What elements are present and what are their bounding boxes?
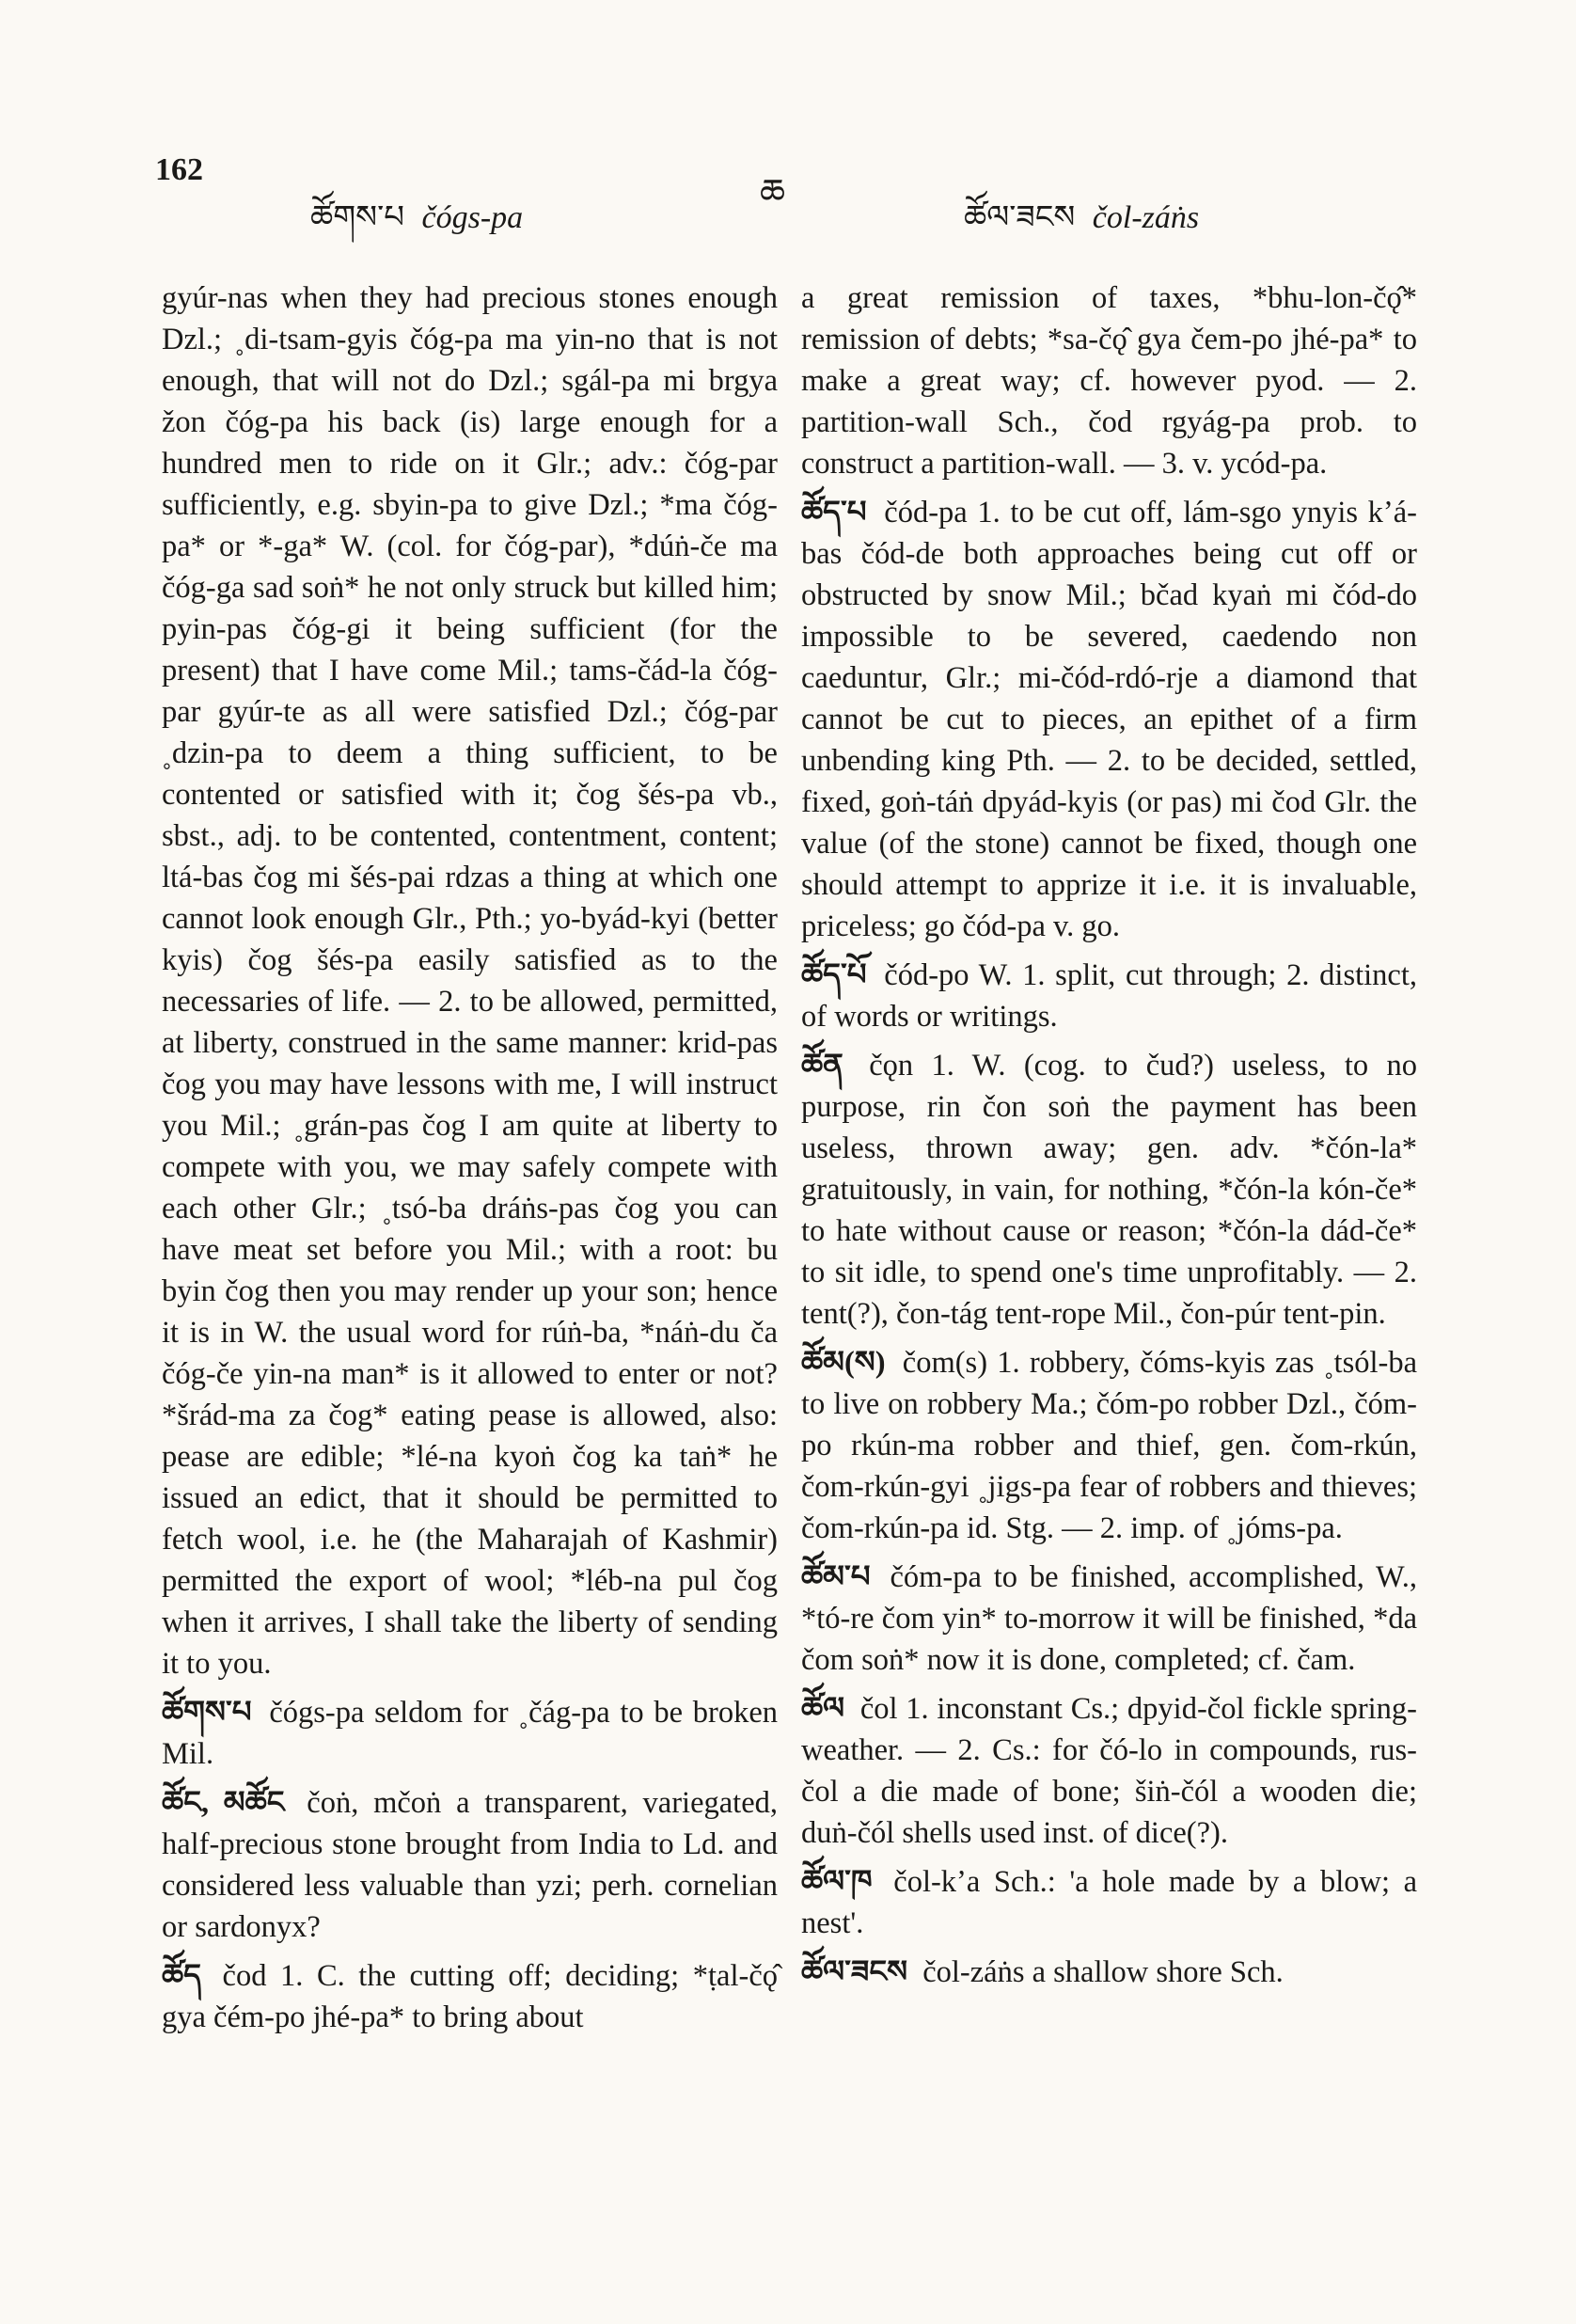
entry-headword-tibetan: ཚོམ(ས) bbox=[801, 1346, 886, 1380]
entry-headword-tibetan: ཚོམ་པ bbox=[801, 1560, 871, 1594]
entry-headword-tibetan: ཚོགས་པ bbox=[162, 1696, 252, 1730]
left-column bbox=[162, 277, 778, 2046]
entry-headword-tibetan: ཚོད་པ bbox=[801, 496, 867, 530]
entry-text: čód-po W. 1. split, cut through; 2. distinct, of words or writings. bbox=[801, 958, 1417, 1034]
dictionary-entry bbox=[801, 1861, 1417, 1944]
dictionary-entry bbox=[801, 1342, 1417, 1549]
entry-text: čǫn 1. W. (cog. to čud?) useless, to no purpose, rin čon soṅ the payment has been useless, thrown away; gen. adv. *čón-la* gratuitously, in vain, for nothing, *čón-la kón-če* to hate without cause or reason; *čón-la dád-če* to sit idle, to spend one's time unprofitably. — 2. tent(?), čon-tág tent-rope Mil., čon-púr tent-pin. bbox=[801, 1049, 1417, 1331]
entry-headword-tibetan: ཚོད bbox=[162, 1959, 201, 1993]
left-running-head bbox=[310, 181, 523, 271]
dictionary-entry bbox=[801, 1952, 1417, 1993]
entry-text: čoṅ, mčoṅ a transparent, variegated, half-precious stone brought from India to Ld. and considered less valuable than yzi; perh. cornelian or sardonyx? bbox=[162, 1786, 779, 1944]
entry-headword-tibetan: ཚོལ་ཟངས bbox=[801, 1955, 908, 1989]
entry-text: čód-pa 1. to be cut off, lám-sgo ynyis kʼá-bas čód-de both approaches being cut off or obstructed by snow Mil.; bčad kyaṅ mi čód-do impossible to be severed, caedendo non caeduntur, Glr.; mi-čód-rdó-rje a diamond that cannot be cut to pieces, an epithet of a firm unbending king Pth. — 2. to be decided, settled, fixed, goṅ-táṅ dpyád-kyis (or pas) mi čod Glr. the value (of the stone) cannot be fixed, though one should attempt to apprize it i.e. it is invaluable, priceless; go čód-pa v. go. bbox=[801, 496, 1418, 943]
dictionary-entry bbox=[801, 955, 1417, 1037]
center-letter: ཆ bbox=[760, 173, 786, 213]
entry-text: čod 1. C. the cutting off; deciding; *ṭal-čǫ̂ gya čém-po jhé-pa* to bring about bbox=[162, 1959, 778, 2034]
dictionary-entry bbox=[801, 1688, 1417, 1854]
dictionary-entry bbox=[162, 1692, 778, 1775]
entry-headword-tibetan: ཚོལ bbox=[801, 1692, 845, 1726]
entry-headword-tibetan: ཚོན bbox=[801, 1049, 843, 1083]
entry-text: čom(s) 1. robbery, čóms-kyis zas ˳tsól-ba to live on robbery Ma.; čóm-po robber Dzl., čóm-po rkún-ma robber and thief, gen. čom-rkún, čom-rkún-gyi ˳jigs-pa fear of robbers and thieves; čom-rkún-pa id. Stg. — 2. imp. of ˳jóms-pa. bbox=[801, 1346, 1417, 1545]
left-continuation-text: gyúr-nas when they had precious stones enough Dzl.; ˳di-tsam-gyis čóg-pa ma yin-no that is not enough, that will not do Dzl.; sgál-pa mi brgya žon čóg-pa his back (is) large enough for a hundred men to ride on it Glr.; adv.: čóg-par sufficiently, e.g. sbyin-pa to give Dzl.; *ma čóg-pa* or *-ga* W. (col. for čóg-par), *dúṅ-če ma čóg-ga sad soṅ* he not only struck but killed him; pyin-pas čóg-gi it being sufficient (for the present) that I have come Mil.; tams-čád-la čóg-par gyúr-te as all were satisfied Dzl.; čóg-par ˳dzin-pa to deem a thing sufficient, to be contented or satisfied with it; čog šés-pa vb., sbst., adj. to be contented, contentment, content; ltá-bas čog mi šés-pai rdzas a thing at which one cannot look enough Glr., Pth.; yo-byád-kyi (better kyis) čog šés-pa easily satisfied as to the necessaries of life. — 2. to be allowed, permitted, at liberty, construed in the same manner: krid-pas čog you may have lessons with me, I will instruct you Mil.; ˳grán-pas čog I am quite at liberty to compete with you, we may safely compete with each other Glr.; ˳tsó-ba dráṅs-pas čog you can have meat set before you Mil.; with a root: bu byin čog then you may render up your son; hence it is in W. the usual word for rúṅ-ba, *náṅ-du ča čóg-če yin-na man* is it allowed to enter or not? *šrád-ma za čog* eating pease is allowed, also: pease are edible; *lé-na kyoṅ čog ka taṅ* he issued an edict, that it should be permitted to fetch wool, i.e. he (the Maharajah of Kashmir) permitted the export of wool; *léb-na pul čog when it arrives, I shall take the liberty of sending it to you. bbox=[162, 281, 778, 1681]
dictionary-entry bbox=[801, 1557, 1417, 1681]
dictionary-entry bbox=[162, 1782, 778, 1948]
right-column bbox=[801, 277, 1417, 2000]
page-header bbox=[0, 141, 1576, 235]
right-head-tibetan: ཚོལ་ཟངས bbox=[964, 200, 1076, 235]
right-head-roman: čol-záṅs bbox=[1092, 200, 1200, 235]
entry-headword-tibetan: ཚོལ་ཁ bbox=[801, 1865, 873, 1899]
left-head-roman: čógs-pa bbox=[421, 200, 524, 235]
entry-headword-tibetan: ཚོང, མཚོང bbox=[162, 1786, 285, 1820]
dictionary-entry bbox=[801, 1045, 1417, 1335]
right-continuation-text: a great remission of taxes, *bhu-lon-čǫ̂* remission of debts; *sa-čǫ̂ gya čem-po jhé-pa* to make a great way; cf. however pyod. — 2. partition-wall Sch., čod rgyág-pa prob. to construct a partition-wall. — 3. v. ycód-pa. bbox=[801, 281, 1417, 481]
entry-text: čol 1. inconstant Cs.; dpyid-čol fickle spring-weather. — 2. Cs.: for čó-lo in compounds, rus-čol a die made of bone; šiṅ-čól a wooden die; duṅ-čól shells used inst. of dice(?). bbox=[801, 1692, 1417, 1850]
entry-text: čógs-pa seldom for ˳čág-pa to be broken Mil. bbox=[162, 1696, 778, 1771]
right-running-head bbox=[964, 181, 1199, 271]
entry-text: čol-záṅs a shallow shore Sch. bbox=[922, 1955, 1284, 1989]
left-head-tibetan: ཚོགས་པ bbox=[310, 200, 405, 235]
entry-text: čóm-pa to be finished, accomplished, W., *tó-re čom yin* to-morrow it will be finished, *da čom soṅ* now it is done, completed; cf. čam. bbox=[801, 1560, 1417, 1677]
entry-text: čol-kʼa Sch.: 'a hole made by a blow; a nest'. bbox=[801, 1865, 1417, 1940]
page-number: 162 bbox=[155, 152, 203, 187]
entry-headword-tibetan: ཚོད་པོ bbox=[801, 958, 867, 992]
dictionary-entry bbox=[801, 492, 1417, 947]
dictionary-entry bbox=[162, 1955, 778, 2038]
